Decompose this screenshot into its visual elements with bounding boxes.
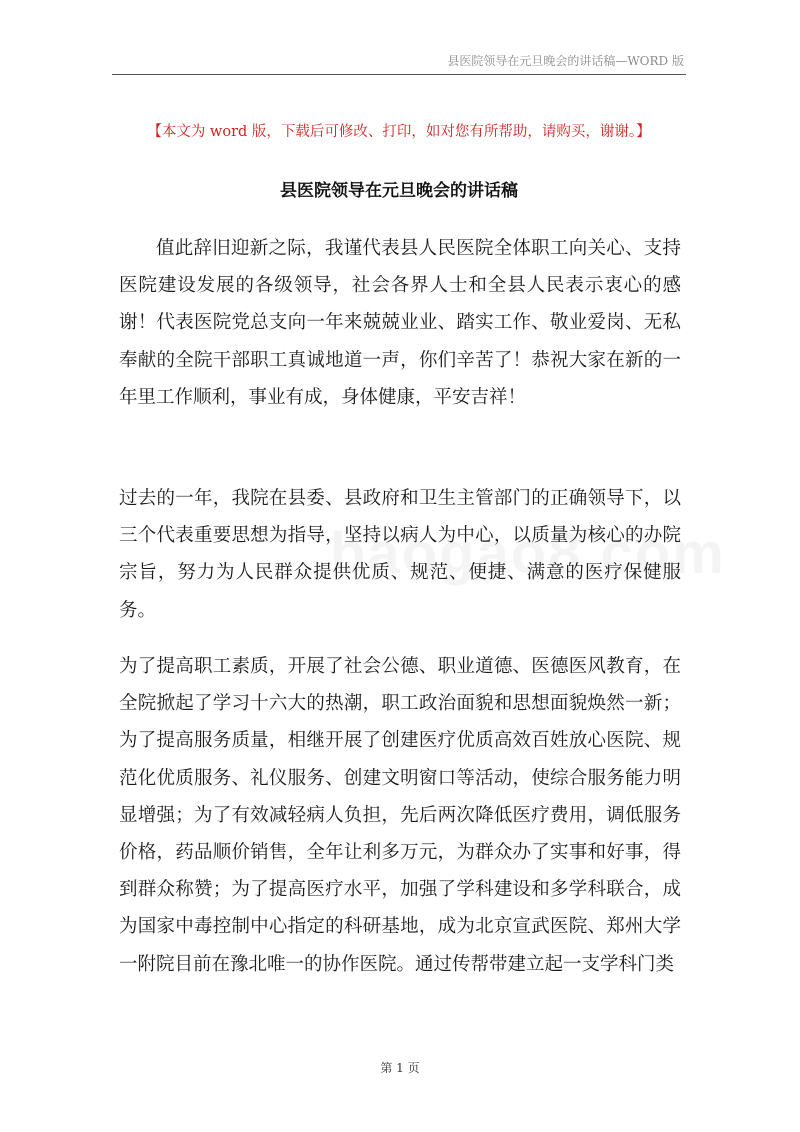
page-number: 第 1 页	[380, 1061, 420, 1075]
download-notice: 【本文为 word 版，下载后可修改、打印，如对您有所帮助，请购买，谢谢。】	[147, 124, 651, 140]
header-divider	[112, 74, 686, 75]
paragraph-review: 过去的一年，我院在县委、县政府和卫生主管部门的正确领导下，以三个代表重要思想为指导，坚持以病人为中心，以质量为核心的办院宗旨，努力为人民群众提供优质、规范、便捷、满意的医疗保健服务。	[119, 488, 681, 621]
paragraph-achievements: 为了提高职工素质，开展了社会公德、职业道德、医德医风教育，在全院掀起了学习十六大的热潮，职工政治面貌和思想面貌焕然一新；为了提高服务质量，相继开展了创建医疗优质高效百姓放心医院、规范化优质服务、礼仪服务、创建文明窗口等活动，使综合服务能力明显增强；为了有效减轻病人负担，先后两次降低医疗费用，调低服务价格，药品顺价销售，全年让利多万元，为群众办了实事和好事，得到群众称赞；为了提高医疗水平，加强了学科建设和多学科联合，成为国家中毒控制中心指定的科研基地，成为北京宣武医院、郑州大学一附院目前在豫北唯一的协作医院。通过传帮带建立起一支学科门类	[119, 656, 681, 975]
running-header: 县医院领导在元旦晚会的讲话稿—WORD 版	[447, 54, 684, 68]
paragraph-greeting: 值此辞旧迎新之际，我谨代表县人民医院全体职工向关心、支持医院建设发展的各级领导，社会各界人士和全县人民表示衷心的感谢！代表医院党总支向一年来兢兢业业、踏实工作、敬业爱岗、无私奉献的全院干部职工真诚地道一声，你们辛苦了！恭祝大家在新的一年里工作顺利，事业有成，身体健康，平安吉祥！	[119, 238, 681, 408]
document-title: 县医院领导在元旦晚会的讲话稿	[280, 181, 518, 201]
